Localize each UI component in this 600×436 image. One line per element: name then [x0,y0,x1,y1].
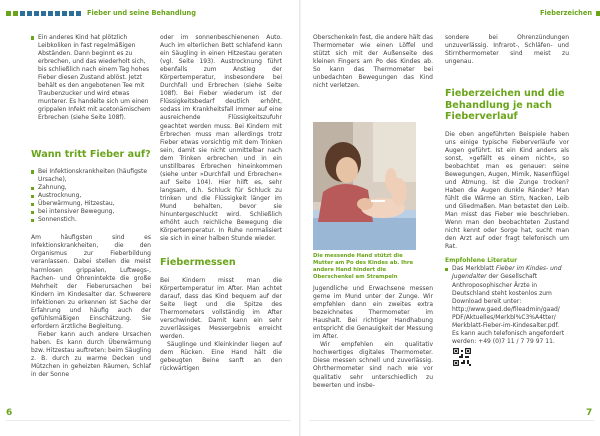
list-item: Zahnung, [31,184,151,192]
paragraph: Oberschenkeln fest, die andere hält das Thermometer wie einen Löffel und stützt sich mit der Außenseite des kleinen Fingers am Po des Kindes ab. So kann das Thermometer bei unbedachten Bewegungen das Kind nicht verletzen. [313,34,433,90]
page-number-right: 7 [586,408,593,418]
photo-mother-measuring-baby-temperature [313,122,416,250]
literature-url-line-3[interactable]: Merkblatt-Fieber-im-Kindesalter.pdf. [452,321,560,329]
list-item: Austrocknung, [31,192,151,200]
fever-causes-list [31,168,151,224]
header-square [41,11,46,16]
header-square [13,11,18,16]
header-square [20,11,25,16]
list-item: Überwärmung, Hitzestau, [31,200,151,208]
paragraph: sondere bei Ohrenzündungen unzuverlässig. Infrarot-, Schläfen- und Stirnthermometer sind meist zu ungenau. [445,34,569,66]
qr-code-icon[interactable] [453,348,471,366]
header-square [34,11,39,16]
column-1 [31,34,151,379]
paragraph: Am häufigsten sind es Infektionskrankheiten, die den Organismus zur Fieberbildung veranlassen. Dabei stellen die meist harmlosen grippalen, Luftwegs-, Rachen- und Ohrenintekte die große Mehrheit der Fieberursachen bei Kindern im Kindesalter dar. Schwerere Infektionen zu erkennen ist Sache der Erfahrung und häufig auch der gefühlsmäßigen Einschätzung. Sie erfordern ärztliche Begleitung. [31,234,151,330]
paragraph: Wir empfehlen ein qualitativ hochwertiges digitales Thermometer. Diese messen schnell und zuverlässig. Ohrthermometer sind nach wie vor qualitativ sehr unterschiedlich zu bewerten und insbe- [313,341,433,389]
footer-rule-right [309,420,594,421]
literature-url-line-1[interactable]: http://www.gaed.de/fileadmin/gaad/ [452,305,560,313]
list-item: Bei Infektionskrankheiten (häufigste Ursache), [31,168,151,184]
right-running-header [540,8,600,18]
column-3-bottom [313,285,433,390]
paragraph: Säuglinge und Kleinkinder liegen auf dem Rücken. Eine Hand hält die gebeugten Beine sanft an den rückwärtigen [160,341,282,373]
right-header-title: Fieberzeichen [540,9,593,17]
literature-url-line-2[interactable]: PDF/Aktuelles/Merkbl%C3%A4tter/ [452,313,556,321]
heading-fiebermessen: Fiebermessen [160,257,236,269]
paragraph: oder im sonnenbeschienenen Auto. Auch im elterlichen Bett schlafend kann ein Säugling in einen Hitzestau geraten (vgl. Seite 193). Austrocknung führt ebenfalls zum Anstieg der Körpertemperatur, insbesondere bei Durchfall und Erbrechen (siehe Seite 108f). Bei Fieber wiederum ist der Flüssigkeitsbedarf deutlich erhöht, sodass im Krankheitsfall immer auf eine ausreichende Flüssigkeitszufuhr geachtet werden muss. Bei Kindern mit Erbrechen muss man allerdings trotz Fieber etwas vorsichtig mit dem Trinken sein, damit sie nicht unmittelbar nach dem Trinken erbrechen und in ein unstillbares Erbrechen hineinkommen (siehe unter »Durchfall und Erbrechen« auf Seite 104). Hier hilft es, sehr langsam, d.h. Schluck für Schluck zu trinken und die Flüssigkeit länger im Mund behalten, bevor sie hinuntergeschluckt wird. Schließlich erhöht auch reichliche Bewegung die Körpertemperatur. In Ruhe normalisiert sie sich in einer halben Stunde wieder. [160,34,282,243]
list-item: Sonnenstich. [31,216,151,224]
header-square [69,11,74,16]
intro-paragraph: Ein anderes Kind hat plötzlich Leibkoliken in fast regelmäßigen Abständen. Dann beginnt es zu erbrechen, und das wiederholt sich, bis schließlich nach einem Tag hohes Fieber diesen Zustand ablöst. Jetzt behält es den angebotenen Tee mit Traubenzucker und wird etwas munterer. Es handelte sich um einen grippalen Infekt mit acetonämischem Erbrechen (siehe Seite 108f). [31,34,151,123]
heading-fieberzeichen-behandlung: Fieberzeichen und die Behandlung je nach Fieberverlauf [445,88,565,123]
literature-entry [445,265,569,345]
page-gutter [299,0,301,436]
column-3-top [313,34,433,90]
paragraph: Die oben angeführten Beispiele haben uns einige typische Fieberverläufe vor Augen geführt. Ist ein Kind anders als sonst, »gefällt es einem nicht«, so beobachtet man es genauer: seine Bewegungen, Augen, Mimik, Nasenflügel und Atmung. Ist die Zunge trocken? Haben die Augen dunkle Ränder? Man fühlt die Wärme an Stirn, Nacken, Leib und Gliedmaßen. Man betastet den Leib. Man misst das Fieber wie beschrieben. Wenn man den beobachteten Zustand nicht kennt oder Sorge hat, sucht man den Arzt auf oder fragt telefonisch um Rat. [445,130,569,251]
literature-prefix: Das Merkblatt [452,265,496,273]
literature-title: Fieber im Kindes- und Jugendalter [452,265,562,281]
left-running-header [6,8,196,18]
header-square [55,11,60,16]
list-item: bei intensiver Bewegung, [31,208,151,216]
header-squares [6,11,83,16]
heading-wann-tritt-fieber-auf: Wann tritt Fieber auf? [31,148,151,160]
subheading-empfohlene-literatur: Empfohlene Literatur [445,257,518,265]
column-4 [445,34,569,346]
paragraph: Jugendliche und Erwachsene messen gerne im Mund unter der Zunge. Wir empfehlen dann ein zweites extra bezeichnetes Thermometer im Haushalt. Bei richtiger Handhabung entspricht die Genauigkeit der Messung im After. [313,285,433,341]
photo-caption: Die messende Hand stützt die Mutter am Po des Kindes ab. Ihre andere Hand hindert die Oberschenkel am Strampeln [313,253,414,280]
literature-phone: Es kann auch telefonisch angefordert werden: +49 (0)7 11 / 7 79 97 11. [452,329,565,345]
header-square [76,11,81,16]
paragraph: Fieber kann auch andere Ursachen haben. Es kann durch Überwärmung bzw. Hitzestau auftreten: beim Säugling z. B. durch zu warme Decken und Mützchen in geheizten Räumen, Schlaf in der Sonne [31,330,151,379]
header-square [48,11,53,16]
header-square [596,11,600,16]
page-number-left: 6 [6,408,13,418]
literature-text: der Gesellschaft Anthroposophischer Ärzte in Deutschland steht kostenlos zum Download bereit unter: [452,273,552,305]
left-header-title: Fieber und seine Behandlung [87,9,196,17]
footer-rule-left [6,420,291,421]
paragraph: Bei Kindern misst man die Körpertemperatur im After. Man achtet darauf, dass das Kind bequem auf der Seite liegt und die Spitze des Thermometers vollständig im After verschwindet. Damit kann ein sehr zuverlässiges Messergebnis erreicht werden. [160,276,282,341]
column-2 [160,34,282,373]
header-square [27,11,32,16]
header-square [62,11,67,16]
header-square [6,11,11,16]
photo-illustration [313,122,416,250]
